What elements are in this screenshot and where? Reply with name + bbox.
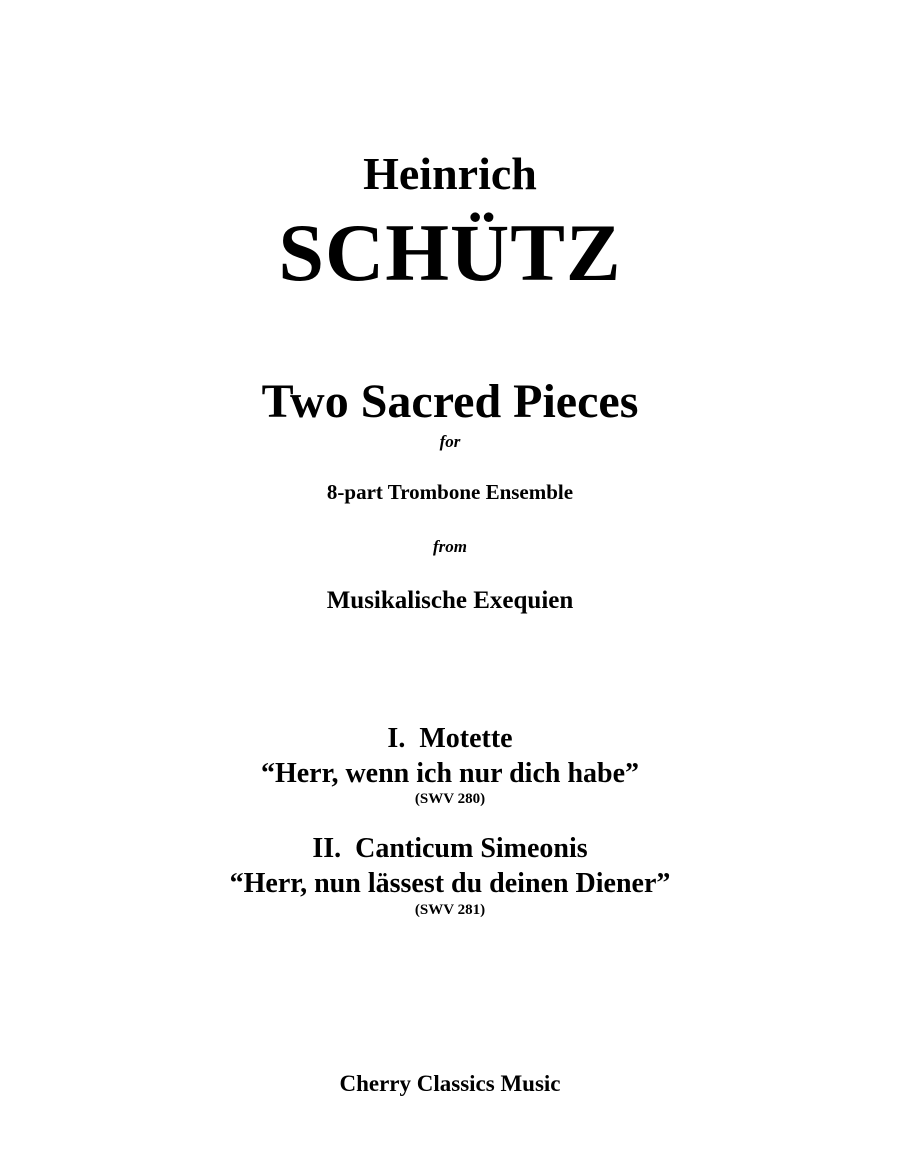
piece-1-heading: I. Motette [387, 723, 513, 754]
piece-1-catalog-number: (SWV 280) [414, 791, 486, 807]
piece-2-heading: II. Canticum Simeonis [312, 833, 588, 864]
composer-first-name: Heinrich [363, 148, 537, 199]
composer-last-name: SCHÜTZ [278, 207, 622, 298]
publisher-name: Cherry Classics Music [339, 1071, 561, 1096]
piece-2-title: “Herr, nun lässest du deinen Diener” [229, 868, 671, 899]
source-work-title: Musikalische Exequien [326, 587, 574, 614]
ensemble-label: 8-part Trombone Ensemble [326, 480, 574, 504]
piece-1-title: “Herr, wenn ich nur dich habe” [260, 758, 640, 789]
work-title: Two Sacred Pieces [261, 375, 639, 428]
for-label: for [439, 432, 461, 451]
piece-2-catalog-number: (SWV 281) [414, 902, 486, 918]
from-label: from [433, 537, 467, 556]
